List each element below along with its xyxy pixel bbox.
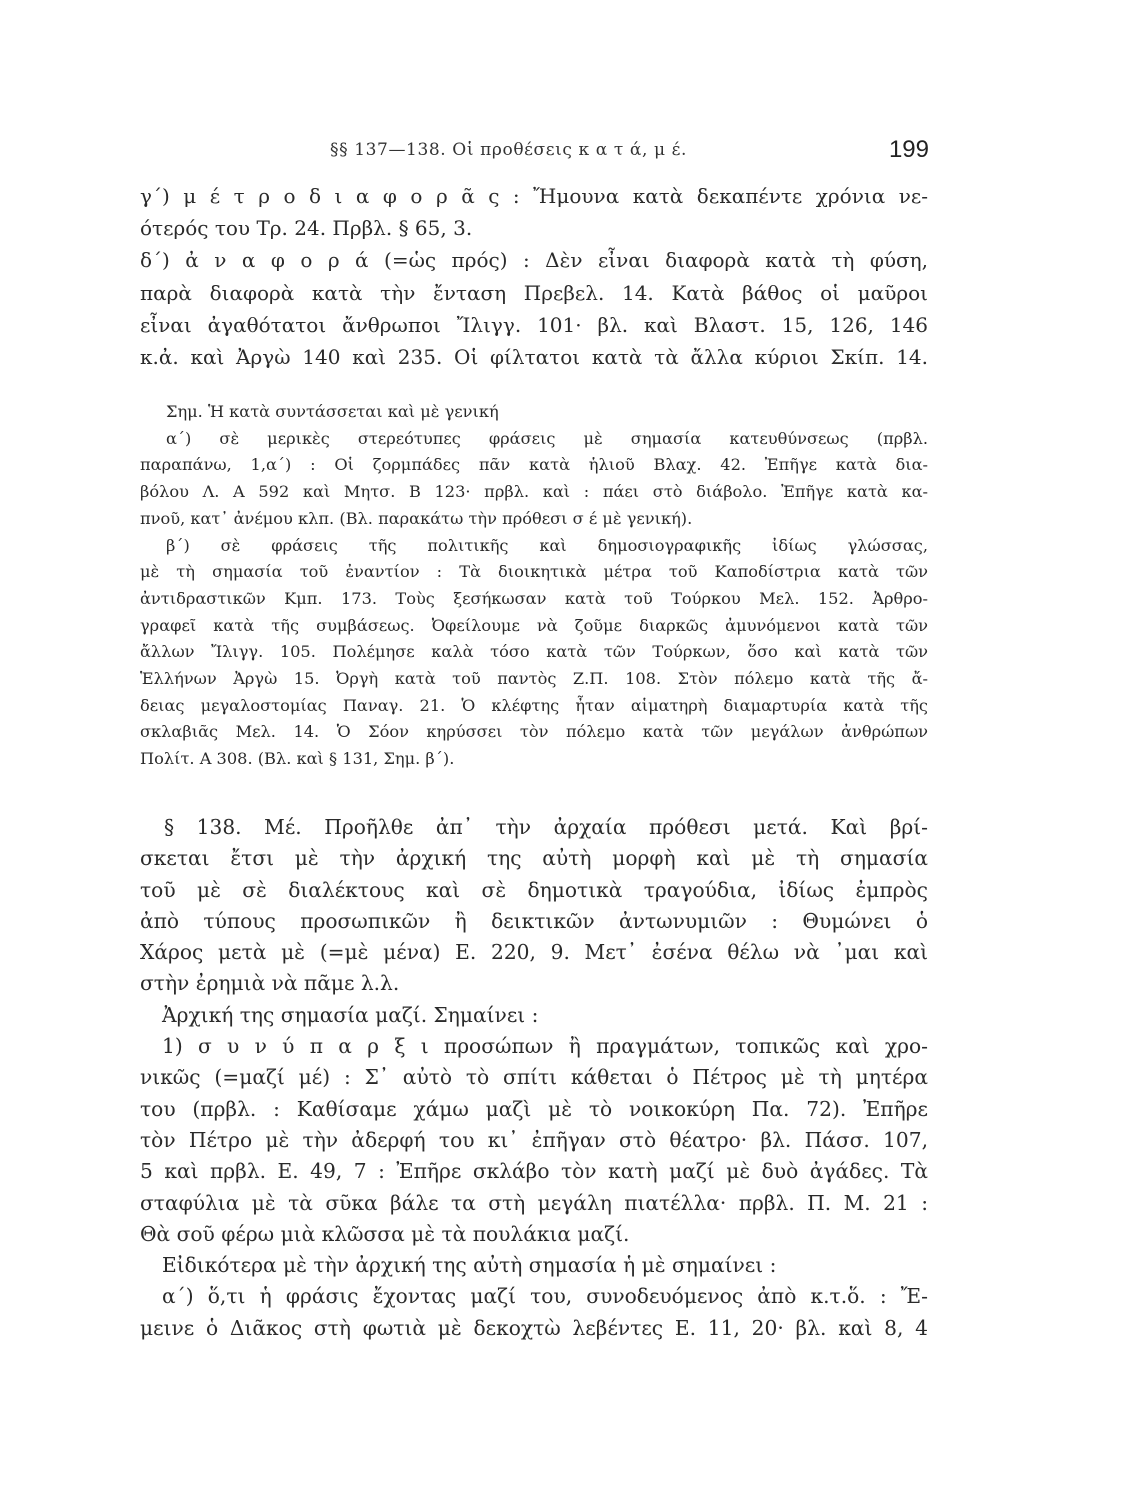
text-line: κ.ἀ. καὶ Ἀργὼ 140 καὶ 235. Οἱ φίλτατοι κατὰ τὰ ἄλλα κύριοι Σκίπ. 14.	[140, 345, 928, 370]
text-line: μεινε ὁ Διᾶκος στὴ φωτιὰ μὲ δεκοχτὼ λεβέντες Ε. 11, 20· βλ. καὶ 8, 4	[140, 1315, 928, 1340]
running-head: §§ 137—138. Οἱ προθέσεις κ α τ ά, μ έ.	[330, 140, 688, 160]
text-line: ἄλλων Ἴλιγγ. 105. Πολέμησε καλὰ τόσο κατὰ τῶν Τούρκων, ὅσο καὶ κατὰ τῶν	[140, 642, 928, 662]
text-line: δειας μεγαλοστομίας Παναγ. 21. Ὁ κλέφτης ἦταν αἱματηρὴ διαμαρτυρία κατὰ τῆς	[140, 695, 928, 715]
text-line: α΄) σὲ μερικὲς στερεότυπες φράσεις μὲ σημασία κατευθύνσεως (πρβλ.	[166, 428, 928, 448]
text-line: στὴν ἐρημιὰ νὰ πᾶμε λ.λ.	[140, 971, 400, 996]
text-line: Θὰ σοῦ φέρω μιὰ κλῶσσα μὲ τὰ πουλάκια μαζί.	[140, 1221, 630, 1246]
text-line: παρὰ διαφορὰ κατὰ τὴν ἔνταση Πρεβελ. 14. Κατὰ βάθος οἱ μαῦροι	[140, 280, 928, 305]
page-header	[0, 136, 1127, 168]
text-line: ότερός του Τρ. 24. Πρβλ. § 65, 3.	[140, 216, 473, 241]
text-line: Ἑλλήνων Ἀργὼ 15. Ὀργὴ κατὰ τοῦ παντὸς Ζ.Π. 108. Στὸν πόλεμο κατὰ τῆς ἄ-	[140, 669, 928, 689]
text-line: τοῦ μὲ σὲ διαλέκτους καὶ σὲ δημοτικὰ τραγούδια, ἰδίως ἐμπρὸς	[140, 877, 928, 902]
text-line: πνοῦ, κατ᾿ ἀνέμου κλπ. (Βλ. παρακάτω τὴν πρόθεσι σ έ μὲ γενική).	[140, 508, 693, 528]
text-line: σταφύλια μὲ τὰ σῦκα βάλε τα στὴ μεγάλη πιατέλλα· πρβλ. Π. Μ. 21 :	[140, 1190, 928, 1215]
text-line: τὸν Πέτρο μὲ τὴν ἀδερφή του κι᾿ ἐπῆγαν στὸ θέατρο· βλ. Πάσσ. 107,	[140, 1127, 928, 1152]
text-line: σκεται ἔτσι μὲ τὴν ἀρχική της αὐτὴ μορφὴ καὶ μὲ τὴ σημασία	[140, 846, 928, 871]
text-line: γ΄) μ έ τ ρ ο δ ι α φ ο ρ ᾶ ς : Ἤμουνα κατὰ δεκαπέντε χρόνια νε-	[140, 184, 928, 208]
text-line: νικῶς (=μαζί μέ) : Σ᾿ αὐτὸ τὸ σπίτι κάθεται ὁ Πέτρος μὲ τὴ μητέρα	[140, 1065, 928, 1090]
text-line: ἀντιδραστικῶν Κμπ. 173. Τοὺς ξεσήκωσαν κατὰ τοῦ Τούρκου Μελ. 152. Ἀρθρο-	[140, 588, 928, 608]
text-line: Ἀρχική της σημασία μαζί. Σημαίνει :	[162, 1002, 539, 1027]
text-line: β΄) σὲ φράσεις τῆς πολιτικῆς καὶ δημοσιογραφικῆς ἰδίως γλώσσας,	[166, 535, 928, 555]
text-line: Πολίτ. Α 308. (Βλ. καὶ § 131, Σημ. β΄).	[140, 749, 455, 769]
text-line: δ΄) ἀ ν α φ ο ρ ά (=ὡς πρός) : Δὲν εἶναι διαφορὰ κατὰ τὴ φύση,	[140, 248, 928, 273]
text-line: Χάρος μετὰ μὲ (=μὲ μένα) Ε. 220, 9. Μετ᾿ ἐσένα θέλω νὰ ᾿μαι καὶ	[140, 940, 928, 965]
section-138	[140, 812, 928, 1344]
text-line: μὲ τὴ σημασία τοῦ ἐναντίον : Τὰ διοικητικὰ μέτρα τοῦ Καποδίστρια κατὰ τῶν	[140, 562, 928, 582]
text-line: 5 καὶ πρβλ. Ε. 49, 7 : Ἐπῆρε σκλάβο τὸν κατὴ μαζί μὲ δυὸ ἀγάδες. Τὰ	[140, 1159, 928, 1184]
section-heading-line: § 138. Μέ. Προῆλθε ἀπ᾿ τὴν ἀρχαία πρόθεσι μετά. Καὶ βρί-	[164, 815, 928, 839]
note-block	[140, 399, 928, 773]
text-line: εἶναι ἀγαθότατοι ἄνθρωποι Ἴλιγγ. 101· βλ. καὶ Βλαστ. 15, 126, 146	[140, 312, 928, 337]
text-line: βόλου Λ. Α 592 καὶ Μητσ. Β 123· πρβλ. καὶ : πάει στὸ διάβολο. Ἐπῆγε κατὰ κα-	[140, 482, 928, 502]
text-line: Εἰδικότερα μὲ τὴν ἀρχική της αὐτὴ σημασία ἡ μὲ σημαίνει :	[162, 1253, 777, 1278]
page-number: 199	[888, 136, 929, 163]
text-line: γραφεῖ κατὰ τῆς συμβάσεως. Ὀφείλουμε νὰ ζοῦμε διαρκῶς ἀμυνόμενοι κατὰ τῶν	[140, 615, 928, 635]
section-137-continued	[140, 180, 928, 373]
text-line: 1) σ υ ν ύ π α ρ ξ ι προσώπων ἢ πραγμάτων, τοπικῶς καὶ χρο-	[162, 1034, 928, 1059]
note-heading: Σημ. Ἡ κατὰ συντάσσεται καὶ μὲ γενική	[166, 402, 499, 421]
text-line: του (πρβλ. : Καθίσαμε χάμω μαζὶ μὲ τὸ νοικοκύρη Πα. 72). Ἐπῆρε	[140, 1096, 928, 1121]
text-line: παραπάνω, 1,α΄) : Οἱ ζορμπάδες πᾶν κατὰ ἡλιοῦ Βλαχ. 42. Ἐπῆγε κατὰ δια-	[140, 455, 928, 475]
text-line: α΄) ὅ,τι ἡ φράσις ἔχοντας μαζί του, συνοδευόμενος ἀπὸ κ.τ.ὅ. : Ἔ-	[162, 1284, 928, 1309]
text-line: σκλαβιᾶς Μελ. 14. Ὁ Σόον κηρύσσει τὸν πόλεμο κατὰ τῶν μεγάλων ἀνθρώπων	[140, 722, 928, 742]
text-line: ἀπὸ τύπους προσωπικῶν ἢ δεικτικῶν ἀντωνυμιῶν : Θυμώνει ὁ	[140, 908, 928, 933]
